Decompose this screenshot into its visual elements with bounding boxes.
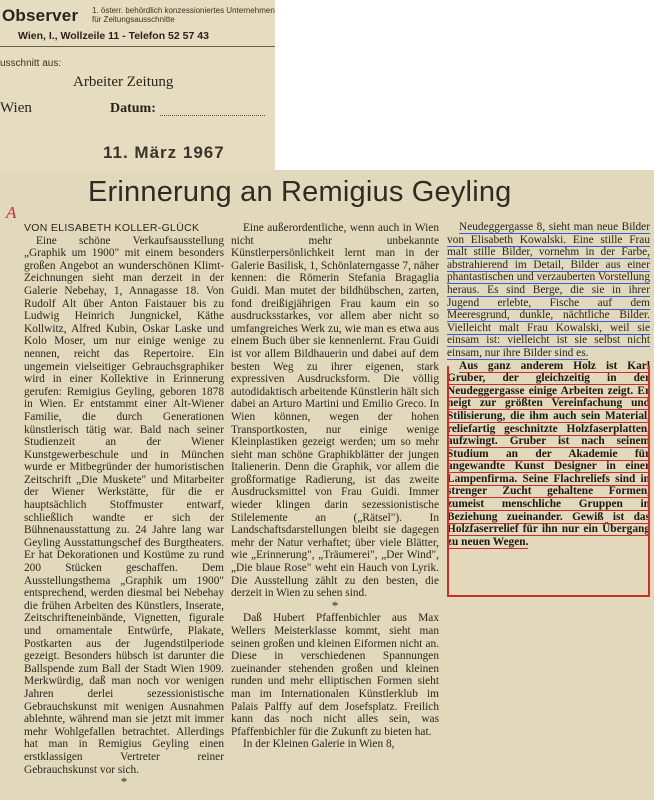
date-line (160, 115, 265, 116)
column-1 (24, 222, 224, 789)
column-2 (231, 222, 439, 751)
separator-star: * (120, 774, 128, 790)
slip-address: Wien, I., Wollzeile 11 - Telefon 52 57 43 (18, 30, 209, 42)
brand-subtitle: 1. österr. behördlich konzessioniertes Unternehmen für Zeitungsausschnitte (92, 6, 275, 24)
margin-mark: A (6, 203, 17, 222)
blue-underlined-text: Neudeggergasse 8, sieht man neue Bilder von Elisabeth Kowalski. Eine stille Frau malt stille Bilder, vornehm in der Farbe, abstrahierend im Detail, Bilder aus einer phantastischen und verzauberten Vorstellung heraus. Es sind Berge, die sie in ihrer Jugend erlebte, Fische auf dem Meeresgrund, dunkle, nächtliche Bilder. Vielleicht malt Frau Kowalski, weil sie einsam ist: vielleicht ist sie selbst nicht einsam, nur ihre Bilder sind es. (447, 221, 650, 359)
red-underlined-text: Aus ganz anderem Holz ist Karl Gruber, der gleichzeitig in der Neudeggergasse einige Arbeiten zeigt. Er neigt zur größten Vereinfachung und Stilisierung, die ihm auch sein Material, reliefartig geschnitzte Holzfaserplatten, aufzwingt. Gruber ist nach seinem Studium an der Akademie für angewandte Kunst Designer in einer Lampenfirma. Seine Flachreliefs sind in strenger Zucht gehaltene Formen, zumeist menschliche Gruppen in Beziehung zueinander. Gewiß ist das Holzfaserrelief für ihn nur ein Übergang zu neuen Wegen. (447, 359, 650, 548)
col2-paragraph-1: Eine außerordentliche, wenn auch in Wien nicht mehr unbekannte Künstlerpersönlichkeit lernt man in der Galerie Basilisk, 1, Schönlaterngasse 7, näher kennen: die Römerin Stefania Bragaglia Guidi. Man mutet der bildhübschen, zarten, fond dreißigjährigen Frau kaum ein so ausdrucksstarkes, vor allem aber nicht so umfangreiches Werk zu, wie man es etwa aus einem Buch über sie kennenlernt. Frau Guidi ist vor allem Bildhauerin und dabei auf dem besten Weg zu ihrer eigenen, stark expressiven Ausdrucksform. Die völlig autodidaktisch arbeitende Künstlerin hält sich dabei an Arturo Martini und Emilio Greco. In Wien können, wegen der hohen Transportkosten, nur einige wenige Kleinplastiken gezeigt werden; um so mehr sieht man schöne Graphikblätter der jungen Italienerin. Denn die Graphik, vor allem die großformatige Radierung, ist das zweite Ausdrucksmittel von Frau Guidi. Immer wieder klingen darin sezessionistische Stilelemente an („Rätsel"). In Landschaftsdarstellungen bleibt sie dagegen mehr der Natur verhaftet; über viele Blätter, wie „Erinnerung", „Träumerei", „Der Wind", „Die blaue Rose" weht ein Hauch von Lyrik. Die Ausstellung zählt zu den besten, die derzeit in Wien zu sehen sind. (231, 222, 439, 600)
slip-divider (0, 46, 275, 47)
byline: VON ELISABETH KOLLER-GLÜCK (24, 222, 200, 234)
clipping-slip (0, 0, 275, 178)
date-label: Datum: (110, 101, 156, 116)
source-newspaper: Arbeiter Zeitung (73, 74, 174, 90)
excerpt-label: usschnitt aus: (0, 58, 62, 69)
col3-highlighted-paragraph (447, 360, 650, 549)
col1-paragraph: Eine schöne Verkaufsausstellung „Graphik um 1900" mit einem besonders großen Angebot an wunderschönen Klimt-Zeichnungen sieht man derzeit in der Galerie Nebehay, 1, Annagasse 18. Von Rudolf Alt über Anton Faistauer bis zu Ludwig Heinrich Jungnickel, Käthe Kollwitz, Alfred Kubin, Oskar Laske und Kolo Moser, um nur einige wenige zu nennen, reicht das Repertoire. Ein ungemein vielseitiger Gebrauchsgraphiker wird in einer Kollektive in Erinnerung gerufen: Remigius Geyling, geboren 1878 in Wien. Er entstammt einer Alt-Wiener Familie, die durch Generationen künstlerisch tätig war. Bald nach seiner Studienzeit an der Wiener Kunstgewerbeschule und in München wurde er Mitbegründer der humoristischen Zeitschrift „Die Muskete" und Mitarbeiter der Wiener Werkstätte, für die er hauptsächlich Stoffmuster entwarf, schließlich wandte er sich der Bühnenausstattung zu. 24 Jahre lang war Geyling Ausstattungschef des Burgtheaters. Er hat Dekorationen und Kostüme zu rund 200 Stücken geschaffen. Dem Ausstellungsthema „Graphik um 1900" entsprechend, werden diesmal bei Nebehay die frühen Arbeiten des Künstlers, Inserate, Zeitschrifteneinbände, Vignetten, figurale und ornamentale Entwürfe, Plakate, Postkarten aus der Jugendstilperiode gezeigt. Besonders hübsch ist darunter die Ballspende zum Ball der Stadt Wien 1909. Merkwürdig, daß man noch vor wenigen Jahren derlei sezessionistische Gebrauchskunst mit wenigen Ausnahmen ablehnte, während man sie jetzt mit immer mehr Wohlgefallen betrachtet. Allerdings hat man in Remigius Geyling einen erstklassigen Vertreter reiner Gebrauchskunst vor sich. (24, 234, 224, 776)
col2-paragraph-3: In der Kleinen Galerie in Wien 8, (243, 738, 395, 751)
col2-paragraph-2: Daß Hubert Pfaffenbichler aus Max Wellers Meisterklasse kommt, sieht man seinen großen und kleinen Eiformen nicht an. Diese in verschiedenen Spannungen zueinander stehenden großen und kleinen runden und mehr elliptischen Formen sieht man im Internationalen Künstlerklub im Palais Palffy auf dem Josefsplatz. Freilich kann das noch nicht alles sein, was Pfaffenbichler für die Zukunft zu bieten hat. (231, 612, 439, 738)
slip-city: Wien (0, 100, 32, 116)
brand-name: Observer (2, 6, 79, 25)
separator-star: * (331, 597, 339, 613)
column-3 (447, 221, 650, 548)
headline: Erinnerung an Remigius Geyling (88, 176, 512, 208)
col3-paragraph-kowalski (447, 221, 650, 360)
date-stamp: 11. März 1967 (103, 143, 225, 162)
newspaper-article (0, 170, 654, 800)
